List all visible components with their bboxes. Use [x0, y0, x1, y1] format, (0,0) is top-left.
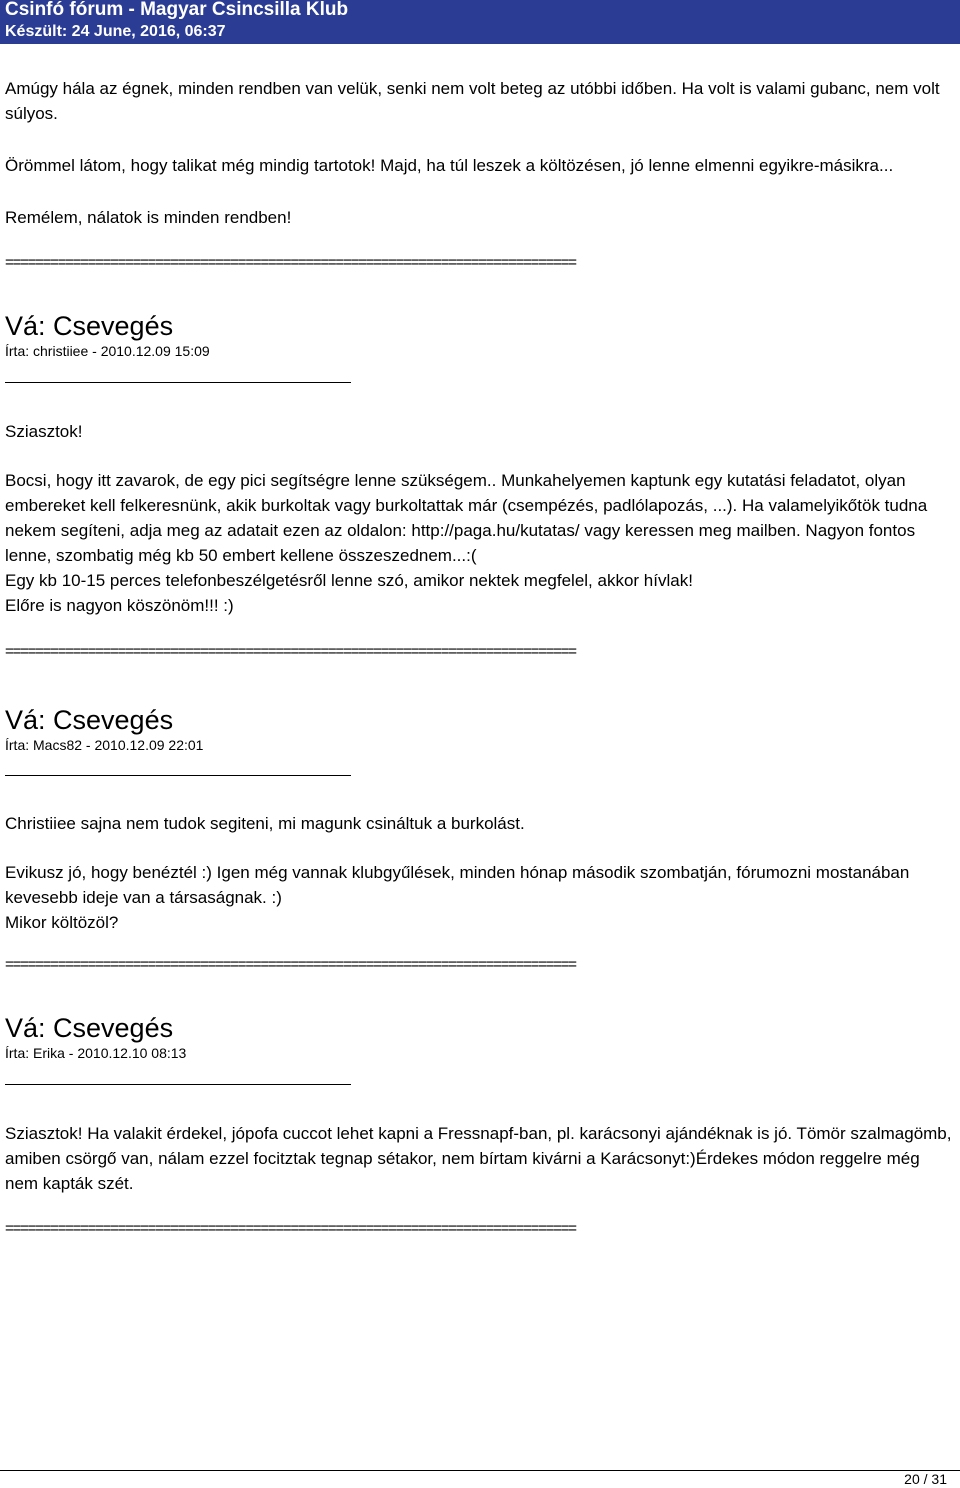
post-list — [5, 76, 957, 1239]
post-paragraph: Egy kb 10-15 perces telefonbeszélgetésről lenne szó, amikor nektek megfelel, akkor hívlak! — [5, 571, 693, 590]
post-paragraph: Christiiee sajna nem tudok segiteni, mi magunk csináltuk a burkolást. — [5, 814, 525, 833]
post-title: Vá: Csevegés — [5, 311, 174, 341]
post-separator: ============================================================================ — [5, 643, 576, 660]
post-paragraph: Amúgy hála az égnek, minden rendben van velük, senki nem volt beteg az utóbbi időben. Ha volt is valami gubanc, nem volt súlyos. — [5, 79, 940, 123]
post-separator: ============================================================================ — [5, 1220, 576, 1237]
post-greeting: Sziasztok! — [5, 422, 83, 441]
post-paragraph: Evikusz jó, hogy benéztél :) Igen még vannak klubgyűlések, minden hónap második szombatján, fórumozni mostanában kevesebb ideje van a társaságnak. :) — [5, 863, 910, 907]
generated-date: Készült: 24 June, 2016, 06:37 — [5, 23, 226, 40]
post-paragraph: Örömmel látom, hogy talikat még mindig tartotok! Majd, ha túl leszek a költözésen, jó lenne elmenni egyikre-másikra... — [5, 156, 894, 175]
post-title: Vá: Csevegés — [5, 705, 174, 735]
post-paragraph: Előre is nagyon köszönöm!!! :) — [5, 596, 234, 615]
post-paragraph: Mikor költözöl? — [5, 913, 119, 932]
footer-divider — [0, 1470, 960, 1471]
post-meta: Írta: Macs82 - 2010.12.09 22:01 — [5, 737, 204, 753]
post-meta: Írta: Erika - 2010.12.10 08:13 — [5, 1045, 187, 1061]
page-number: 20 / 31 — [904, 1471, 947, 1487]
forum-title: Csinfó fórum - Magyar Csincsilla Klub — [5, 0, 349, 20]
post-paragraph: Remélem, nálatok is minden rendben! — [5, 208, 292, 227]
post-paragraph: Sziasztok! Ha valakit érdekel, jópofa cuccot lehet kapni a Fressnapf-ban, pl. karácsonyi ajándéknak is jó. Tömör szalmagömb, amiben csörgő van, nálam ezzel focitztak tegnap sétakor, nem bírtam kivárni a Karácsonyt:)Érdekes módon reggelre még nem kapták szét. — [5, 1124, 952, 1193]
post-paragraph: Bocsi, hogy itt zavarok, de egy pici segítségre lenne szükségem.. Munkahelyemen kaptunk egy kutatási feladatot, olyan embereket kell felkeresnünk, akik burkoltak vagy burkoltattak már (csempézés, padlólapozás, ...). Ha valamelyikőtök tudna nekem segíteni, adja meg az adatait ezen az oldalon: http://paga.hu/kutatas/ vagy keressen meg mailben. Nagyon fontos lenne, szombatig még kb 50 embert kellene összeszednem...:( — [5, 471, 928, 565]
post-separator: ============================================================================ — [5, 956, 576, 973]
post-meta: Írta: christiiee - 2010.12.09 15:09 — [5, 343, 210, 359]
post-title: Vá: Csevegés — [5, 1013, 174, 1043]
page-header — [0, 0, 960, 44]
post-separator: ============================================================================ — [5, 254, 576, 271]
